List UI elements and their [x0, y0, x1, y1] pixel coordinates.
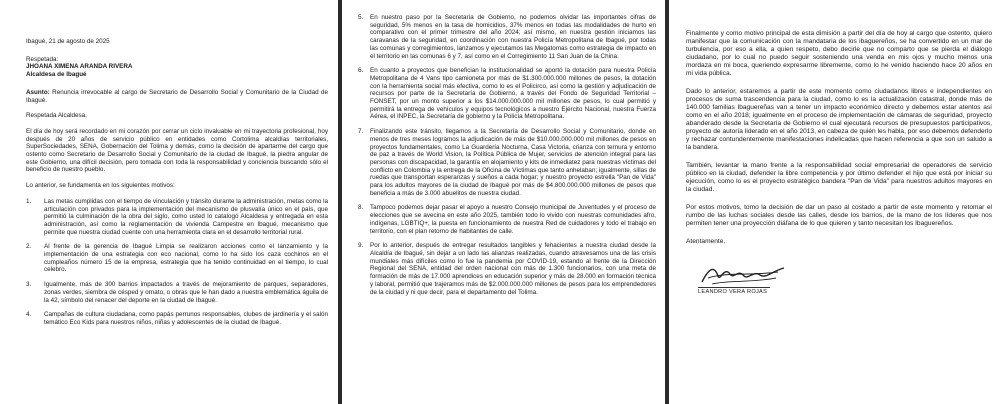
- letter-date: Ibagué, 21 de agosto de 2025: [26, 38, 110, 45]
- recipient-name: JHOANA XIMENA ARANDA RIVERA: [26, 63, 133, 71]
- reasons-lead: Lo anterior, se fundamenta en los siguientes motivos:: [26, 182, 175, 190]
- page-divider: [338, 0, 342, 404]
- list-item: 1. Las metas cumplidas con el tiempo de vinculación y tránsito durante la administración, metas como la articulación con privados para la implementación del mecanismo de plusvalía único en el país, que permitió la culminación de la obra del siglo, como usted lo catalogó Alcaldesa y entregada en esta administración, así como la reglamentación de vivienda Campestre en Ibagué, mecanismo que permite que nuestra ciudad cuente con una herramienta clara en el desarrollo territorial rural.: [26, 197, 328, 236]
- subject-label: Asunto:: [26, 88, 50, 96]
- list-item: 5. En nuestro paso por la Secretaría de Gobierno, no podemos olvidar las importantes cifras de seguridad, 5% menos en la tasa de homicidios, 37% menos en todas las modalidades de hurto en comparativo con el primer trimestre del año 2024; así mismo, en nuestra gestión iniciamos las caravanas de la seguridad, en coordinación con nuestra Policía Metropolitana de Ibagué, por todas las comunas y corregimientos, lanzamos y ejecutamos las Megatomas como estrategia de impacto en el territorio en las comunas 6 y 7, así como en el Corregimiento 11 San Juan de la China.: [358, 14, 656, 60]
- list-item: 6. En cuanto a proyectos que benefician la institucionalidad se aportó la dotación para nuestra Policía Metropolitana de 4 Vans tipo camioneta por más de $1.300.000.000 millones de pesos, la dotación con la herramienta social más efectiva, como lo es el Policirco, así como la gestión y adjudicación de recursos por parte de la Secretaría de Gobierno, a través del Fondo de Seguridad Territorial – FONSET, por un monto superior a los $14.000.000.000 mil millones de pesos, lo cual permitió y permitirá la entrega de vehículos y equipos tecnológicos a nuestro Ejército Nacional, nuestra Fuerza Aérea, el INPEC, la Secretaría de gobierno y la Policía Metropolitana.: [358, 67, 656, 121]
- salutation: Respetada:: [26, 55, 59, 63]
- letter-page-1: [0, 0, 336, 404]
- letter-page-2: [344, 0, 664, 404]
- closing-paragraph-1: Finalmente y como motivo principal de esta dimisión a partir del día de hoy al cargo que ostento, quiero manifestar que la comunicación con la mandataria de los ibaguereños, se ha convertido en un mar de turbulencia, por eso a ella, a quien respeto, debo decirle que no comparto que se pierda el diálogo ciudadano, por lo cual no puedo seguir sosteniendo una venda en mis ojos y mucho menos una mordaza en mi boca, queriendo expresarme libremente, como lo he venido haciendo hace 20 años en mi vida pública.: [686, 30, 992, 77]
- signature-line: [698, 287, 770, 288]
- closing-salutation: Atentamente,: [686, 238, 726, 245]
- reasons-list-2: [358, 14, 656, 296]
- handwritten-signature: [698, 256, 788, 288]
- list-item: 2. Al frente de la gerencia de Ibagué Limpia se realizaron acciones como el lanzamiento y la implementación de una estrategia con eco nacional, como lo ha sido los caza cochinos en el cumpleaños número 15 de la empresa, estrategia que ha tenido continuidad en el tiempo, lo cual celebro.: [26, 243, 328, 274]
- list-item: 4. Campañas de cultura ciudadana, como papás perrunos responsables, clubes de jardinería y el salón temático Eco Kids para nuestros niños, niñas y adolescentes de la ciudad de Ibagué.: [26, 311, 328, 326]
- subject-text: Renuncia irrevocable al cargo de Secretario de Desarrollo Social y Comunitario de la Ciudad de Ibagué.: [26, 88, 328, 104]
- intro-paragraph: El día de hoy será recordado en mi corazón por cerrar un ciclo invaluable en mi trayectoria profesional, hoy después de 20 años de servicio público en entidades como Cortolima alcaldías territoriales, SuperSociedades, SENA, Gobernación del Tolima y demás, como la decisión de apartarme del cargo que ostento como Secretario de Desarrollo Social y Comunitario de la ciudad de Ibagué, la piedra angular de este Gobierno, una difícil decisión, pero tomada con toda la responsabilidad y conciencia buscando sólo el beneficio de nuestro pueblo.: [26, 127, 328, 174]
- list-item: 8. Tampoco podemos dejar pasar el apoyo a nuestro Consejo municipal de Juventudes y el proceso de elecciones que se avecina en este año 2025, también todo lo vivido con nuestras comunidades afro, indígenas, LGBTIQ+, la puesta en funcionamiento de nuestra Red de cuidadores y todo el trabajo en territorio, con el plan retorno de habitantes de calle.: [358, 204, 656, 235]
- closing-paragraph-2: Dado lo anterior, estaremos a partir de este momento como ciudadanos libres e independientes en procesos de suma trascendencia para la ciudad, como lo es la actualización catastral, donde más de 140.000 familias Ibaguereñas van a tener un impacto económico directo y debemos estar atentos así como en el año 2018; igualmente en el proceso de implementación de cámaras de seguridad, proyecto abanderado desde la Secretaría de Gobierno el cual ejecutará recursos de presupuestos participativos, proyecto de autoría liderado en el año 2013, en cabeza de quién les habla, por eso debemos defenderlo y rechazar contundentemente manifestaciones indelicadas que hacen referencia a que son un saludo a la bandera.: [686, 88, 992, 151]
- greeting: Respetada Alcaldesa,: [26, 112, 87, 120]
- subject-line: [26, 89, 328, 104]
- list-item: 9. Por lo anterior, después de entregar resultados tangibles y fehacientes a nuestra ciudad desde la Alcaldía de Ibagué, sin dejar a un lado las alianzas realizadas, cuando atravesamos una de las crisis mundiales más difíciles como lo fue la pandemia por COVID-19, estando al frente de la Dirección Regional del SENA, entidad del orden nacional con más de 1.300 funcionarios, con una meta de formación de más de 17.000 aprendices en educación superior y más de 28.000 en formación técnica y laboral, permitió que trajeramos más de $2.000.000.000 millones de pesos para los emprendedores de la ciudad y ni que decir, para el departamento del Tolima.: [358, 242, 656, 296]
- closing-paragraph-3: También, levantar la mano frente a la responsabilidad social empresarial de operadores de servicio público en la ciudad, defender la libre competencia y por último defender el hijo que está por iniciar su ejecución, como lo es el proyecto estratégico bandera "Pan de Vida" para nuestros adultos mayores en la ciudad.: [686, 162, 992, 193]
- signature-block: [686, 256, 992, 296]
- page-divider: [665, 0, 669, 404]
- letter-page-3: [670, 0, 1000, 404]
- list-item: 3. Igualmente, más de 300 barrios impactados a través de mejoramiento de parques, separadores, zonas verdes, siembra de césped y ornato, o obras que le han dado a nuestra emblemática águila de la 42, símbolo del renacer del deporte en la ciudad de Ibagué.: [26, 281, 328, 304]
- signer-name: LEANDRO VERA ROJAS: [698, 289, 768, 295]
- list-item: 7. Finalizando este tránsito, llegamos a la Secretaría de Desarrollo Social y Comunitario, donde en menos de tres meses logramos la adjudicación de más de $10.000.000.000 mil millones de pesos en proyectos fundamentales, como La Guardería Nocturna, Casa Victoria, crianza con ternura y entorno de paz a través de World Vision, la Política Pública de Mujer, servicios de atención integral para las personas con discapacidad, la garantía en alojamiento y kits de inmediatez para nuestras víctimas del conflicto en Colombia y la entrega de la Oficina de Víctimas que tanto anhelaban; igualmente, sillas de ruedas que transportan esperanzas y sueños a cada hogar; y nuestro proyecto estrella "Pan de Vida" para los adultos mayores de la ciudad de Ibagué por más de $4.800.000.000 millones de pesos que beneficia a más de 3.000 abuelitos de nuestra ciudad.: [358, 128, 656, 197]
- recipient-title: Alcaldesa de Ibagué: [26, 71, 87, 79]
- reasons-list-1: [26, 198, 328, 327]
- closing-paragraph-4: Por estos motivos, tomo la decisión de dar un paso al costado a partir de este momento y retomar el rumbo de las luchas sociales desde las calles, desde los barrios, de la mano de los líderes que nos permiten tener una proyección diáfana de lo que quieren y tanto necesitan los Ibaguereños.: [686, 204, 992, 227]
